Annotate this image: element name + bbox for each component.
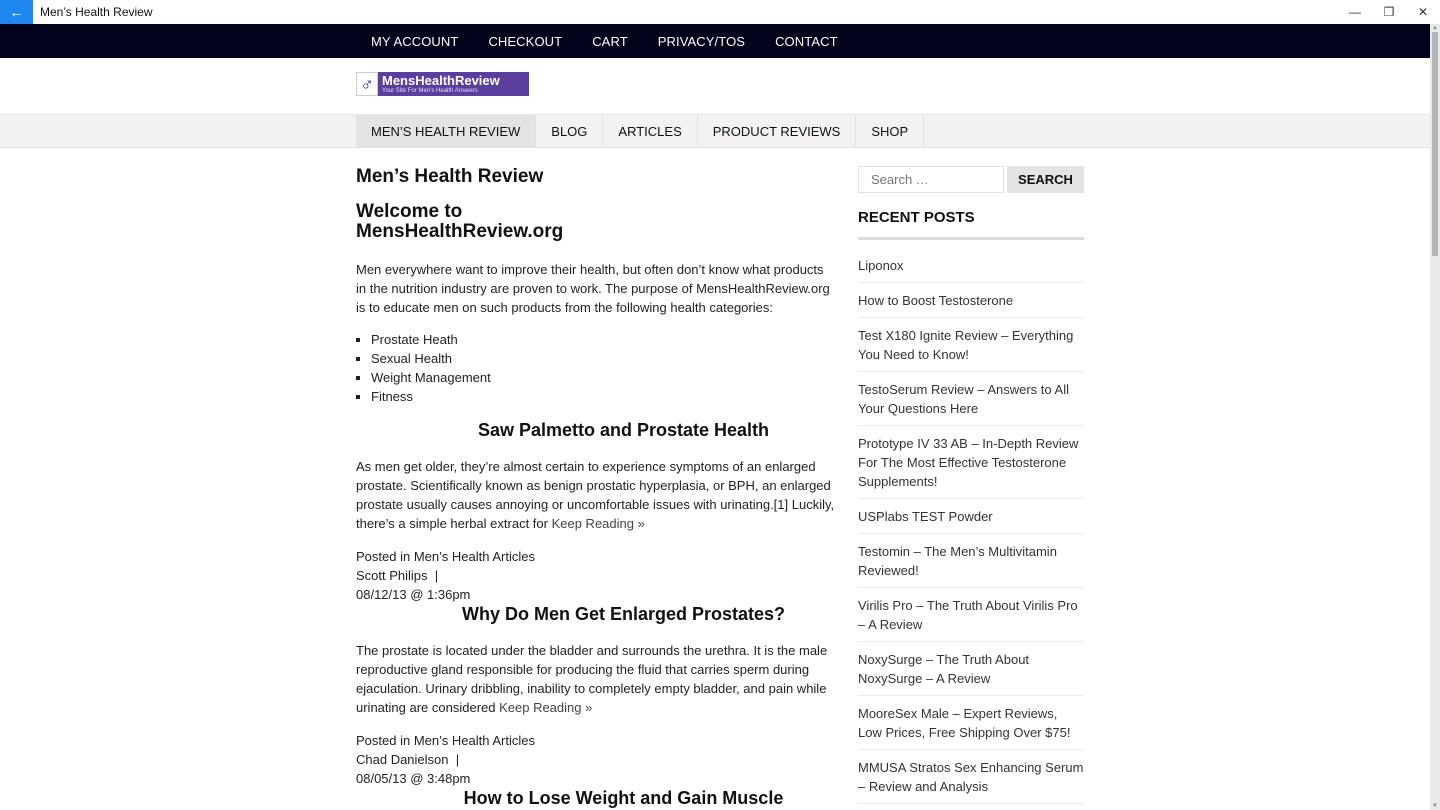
search-button[interactable]: SEARCH [1007, 166, 1084, 193]
category-item: ▪ Prostate Heath [371, 330, 836, 349]
scroll-down-icon[interactable]: ▼ [1432, 803, 1438, 809]
post-meta [356, 547, 836, 604]
post-date: 08/12/13 @ 1:36pm [356, 587, 471, 602]
site-logo[interactable] [356, 72, 529, 96]
top-nav-checkout[interactable]: CHECKOUT [488, 33, 563, 49]
recent-posts-heading: RECENT POSTS [858, 209, 1084, 240]
recent-post-link[interactable]: How to Boost Testosterone [858, 293, 1014, 308]
intro-paragraph: Men everywhere want to improve their health, but often don’t know what products in the nutrition industry are proven to work. The purpose of MensHealthReview.org is to educate men on such products from the following health categories: [356, 262, 830, 315]
post-meta [356, 731, 836, 788]
scroll-up-icon[interactable]: ▲ [1432, 25, 1438, 31]
category-item: ▪ Weight Management [371, 368, 836, 387]
recent-post-item [858, 372, 1084, 426]
recent-post-link[interactable]: Virilis Pro – The Truth About Virilis Pro – A Review [858, 598, 1078, 632]
recent-post-link[interactable]: MMUSA Stratos Sex Enhancing Serum – Review and Analysis [858, 760, 1084, 794]
minimize-icon: — [1349, 5, 1361, 19]
top-nav-contact[interactable]: CONTACT [775, 33, 838, 49]
recent-post-item [858, 283, 1084, 318]
top-nav-my-account[interactable]: MY ACCOUNT [371, 33, 459, 49]
back-arrow-icon: ← [9, 4, 24, 20]
recent-post-link[interactable]: MooreSex Male – Expert Reviews, Low Prices, Free Shipping Over $75! [858, 706, 1071, 740]
close-icon: ✕ [1417, 5, 1429, 19]
post-title[interactable]: How to Lose Weight and Gain Muscle [463, 788, 784, 808]
restore-button[interactable] [1372, 0, 1406, 24]
main-nav-shop[interactable]: SHOP [856, 115, 924, 148]
welcome-line-1: Welcome to [356, 201, 463, 222]
post [356, 420, 836, 604]
male-symbol-icon: ♂ [356, 72, 378, 96]
scrollbar-thumb[interactable] [1432, 32, 1438, 256]
recent-post-link[interactable]: TestoSerum Review – Answers to All Your Questions Here [858, 382, 1069, 416]
logo-tagline: Your Site For Men’s Health Answers [382, 87, 478, 94]
post [356, 788, 836, 809]
category-item: ▪ Sexual Health [371, 349, 836, 368]
keep-reading-link[interactable]: Keep Reading » [551, 516, 645, 531]
window-title: Men’s Health Review [40, 5, 153, 19]
recent-post-item [858, 248, 1084, 283]
web-viewport [0, 24, 1440, 810]
recent-post-item [858, 750, 1084, 804]
close-button[interactable] [1406, 0, 1440, 24]
recent-post-link[interactable]: NoxySurge – The Truth About NoxySurge – A Review [858, 652, 1030, 686]
recent-post-link[interactable]: Liponox [858, 258, 904, 273]
category-list [371, 330, 836, 406]
top-nav-cart[interactable]: CART [592, 33, 628, 49]
recent-post-link[interactable]: USPlabs TEST Powder [858, 509, 993, 524]
welcome-line-2: MensHealthReview.org [356, 221, 564, 242]
category-item: ▪ Fitness [371, 387, 836, 406]
main-nav-product-reviews[interactable]: PRODUCT REVIEWS [698, 115, 857, 148]
recent-post-link[interactable]: Prototype IV 33 AB – In-Depth Review For The Most Effective Testosterone Supplements! [858, 436, 1079, 489]
top-nav-privacy-tos[interactable]: PRIVACY/TOS [657, 33, 746, 49]
window-titlebar [0, 0, 1440, 24]
search-input[interactable] [858, 166, 1004, 193]
post-excerpt-text: As men get older, they’re almost certain to experience symptoms of an enlarged prostate. Scientifically known as benign prostatic hyperplasia, or BPH, an enlarged prostate usually causes annoying or uncomfortable issues with urinating.[1] Luckily, there’s a simple herbal extract for [356, 459, 835, 531]
keep-reading-link[interactable]: Keep Reading » [499, 700, 593, 715]
recent-post-item [858, 696, 1084, 750]
top-nav [0, 24, 1430, 58]
post-category[interactable]: Posted in Men’s Health Articles [356, 733, 535, 748]
welcome-heading [356, 202, 836, 242]
post-excerpt-text: The prostate is located under the bladder and surrounds the urethra. It is the male reproductive gland responsible for producing the fluid that carries sperm during ejaculation. Urinary dribbling, inability to completely empty bladder, and pain while urinating are considered [356, 643, 828, 715]
back-button[interactable] [0, 0, 33, 24]
recent-post-link[interactable]: Test X180 Ignite Review – Everything You Need to Know! [858, 328, 1074, 362]
recent-post-link[interactable]: Testomin – The Men’s Multivitamin Reviewed! [858, 544, 1057, 578]
main-nav [0, 114, 1430, 148]
main-content [356, 164, 836, 809]
recent-post-item [858, 499, 1084, 534]
recent-post-item [858, 588, 1084, 642]
recent-posts-list [858, 248, 1084, 804]
post-title[interactable]: Why Do Men Get Enlarged Prostates? [461, 604, 786, 624]
recent-post-item [858, 426, 1084, 499]
recent-post-item [858, 642, 1084, 696]
post-category[interactable]: Posted in Men’s Health Articles [356, 549, 535, 564]
vertical-scrollbar[interactable] [1430, 24, 1440, 810]
post-excerpt [356, 641, 836, 717]
post-date: 08/05/13 @ 3:48pm [356, 771, 471, 786]
post-title[interactable]: Saw Palmetto and Prostate Health [477, 420, 770, 440]
minimize-button[interactable] [1338, 0, 1372, 24]
main-nav-mens-health-review[interactable]: MEN’S HEALTH REVIEW [356, 115, 536, 148]
post-excerpt [356, 457, 836, 533]
post-author: Chad Danielson | [356, 752, 460, 767]
search-form [858, 166, 1084, 193]
main-nav-blog[interactable]: BLOG [536, 115, 603, 148]
post [356, 604, 836, 788]
restore-icon: ❐ [1383, 5, 1395, 19]
main-nav-articles[interactable]: ARTICLES [603, 115, 697, 148]
post-author: Scott Philips | [356, 568, 439, 583]
recent-post-item [858, 534, 1084, 588]
recent-post-item [858, 318, 1084, 372]
sidebar [858, 166, 1084, 804]
logo-name: MensHealthReview [382, 72, 500, 88]
page-title: Men’s Health Review [356, 166, 544, 187]
